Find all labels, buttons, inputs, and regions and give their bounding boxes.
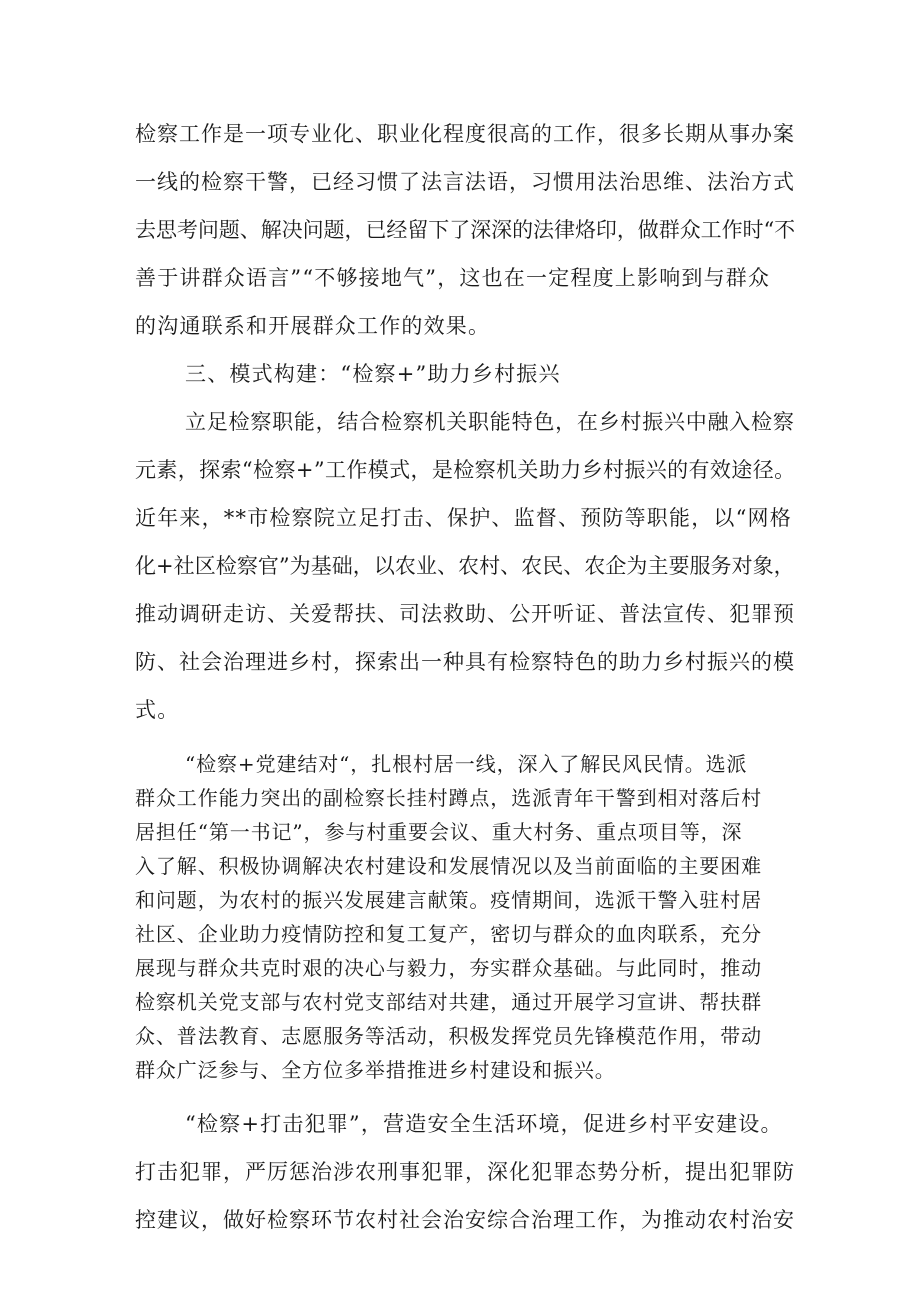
paragraph-line: 防、社会治理进乡村，探索出一种具有检察特色的助力乡村振兴的模	[135, 650, 795, 674]
paragraph-line: 近年来，**市检察院立足打击、保护、监督、预防等职能，以“网格	[135, 506, 792, 530]
paragraph-line: 群众广泛参与、全方位多举措推进乡村建设和振兴。	[135, 1058, 616, 1082]
section-heading: 三、模式构建：“检察+”助力乡村振兴	[185, 362, 561, 386]
paragraph-line: 群众工作能力突出的副检察长挂村蹲点，选派青年干警到相对落后村	[135, 786, 762, 810]
paragraph-line: 展现与群众共克时艰的决心与毅力，夯实群众基础。与此同时，推动	[135, 956, 762, 980]
paragraph-line: 检察工作是一项专业化、职业化程度很高的工作，很多长期从事办案	[135, 122, 795, 146]
paragraph-line: “检察+打击犯罪”，营造安全生活环境，促进乡村平安建设。	[185, 1112, 783, 1136]
paragraph-line: 推动调研走访、关爱帮扶、司法救助、公开听证、普法宣传、犯罪预	[135, 602, 795, 626]
paragraph-line: 式。	[135, 698, 180, 722]
paragraph-line: 善于讲群众语言”“不够接地气”，这也在一定程度上影响到与群众	[135, 266, 771, 290]
paragraph-line: 的沟通联系和开展群众工作的效果。	[135, 314, 491, 338]
paragraph-line: 化+社区检察官”为基础，以农业、农村、农民、农企为主要服务对象，	[135, 554, 795, 578]
paragraph-line: 控建议，做好检察环节农村社会治安综合治理工作，为推动农村治安	[135, 1208, 795, 1232]
paragraph-line: 检察机关党支部与农村党支部结对共建，通过开展学习宣讲、帮扶群	[135, 990, 762, 1014]
paragraph-line: “检察+党建结对“，扎根村居一线，深入了解民风民情。选派	[185, 752, 748, 776]
paragraph-line: 居担任“第一书记”，参与村重要会议、重大村务、重点项目等，深	[135, 820, 743, 844]
paragraph-line: 打击犯罪，严厉惩治涉农刑事犯罪，深化犯罪态势分析，提出犯罪防	[135, 1160, 795, 1184]
paragraph-line: 元素，探索“检察+”工作模式，是检察机关助力乡村振兴的有效途径。	[135, 458, 796, 482]
paragraph-line: 社区、企业助力疫情防控和复工复产，密切与群众的血肉联系，充分	[135, 922, 762, 946]
paragraph-line: 众、普法教育、志愿服务等活动，积极发挥党员先锋模范作用，带动	[135, 1024, 762, 1048]
paragraph-line: 一线的检察干警，已经习惯了法言法语，习惯用法治思维、法治方式	[135, 170, 795, 194]
paragraph-line: 入了解、积极协调解决农村建设和发展情况以及当前面临的主要困难	[135, 854, 762, 878]
paragraph-line: 立足检察职能，结合检察机关职能特色，在乡村振兴中融入检察	[185, 410, 795, 434]
paragraph-line: 去思考问题、解决问题，已经留下了深深的法律烙印，做群众工作时“不	[135, 218, 796, 242]
paragraph-line: 和问题，为农村的振兴发展建言献策。疫情期间，选派干警入驻村居	[135, 888, 762, 912]
